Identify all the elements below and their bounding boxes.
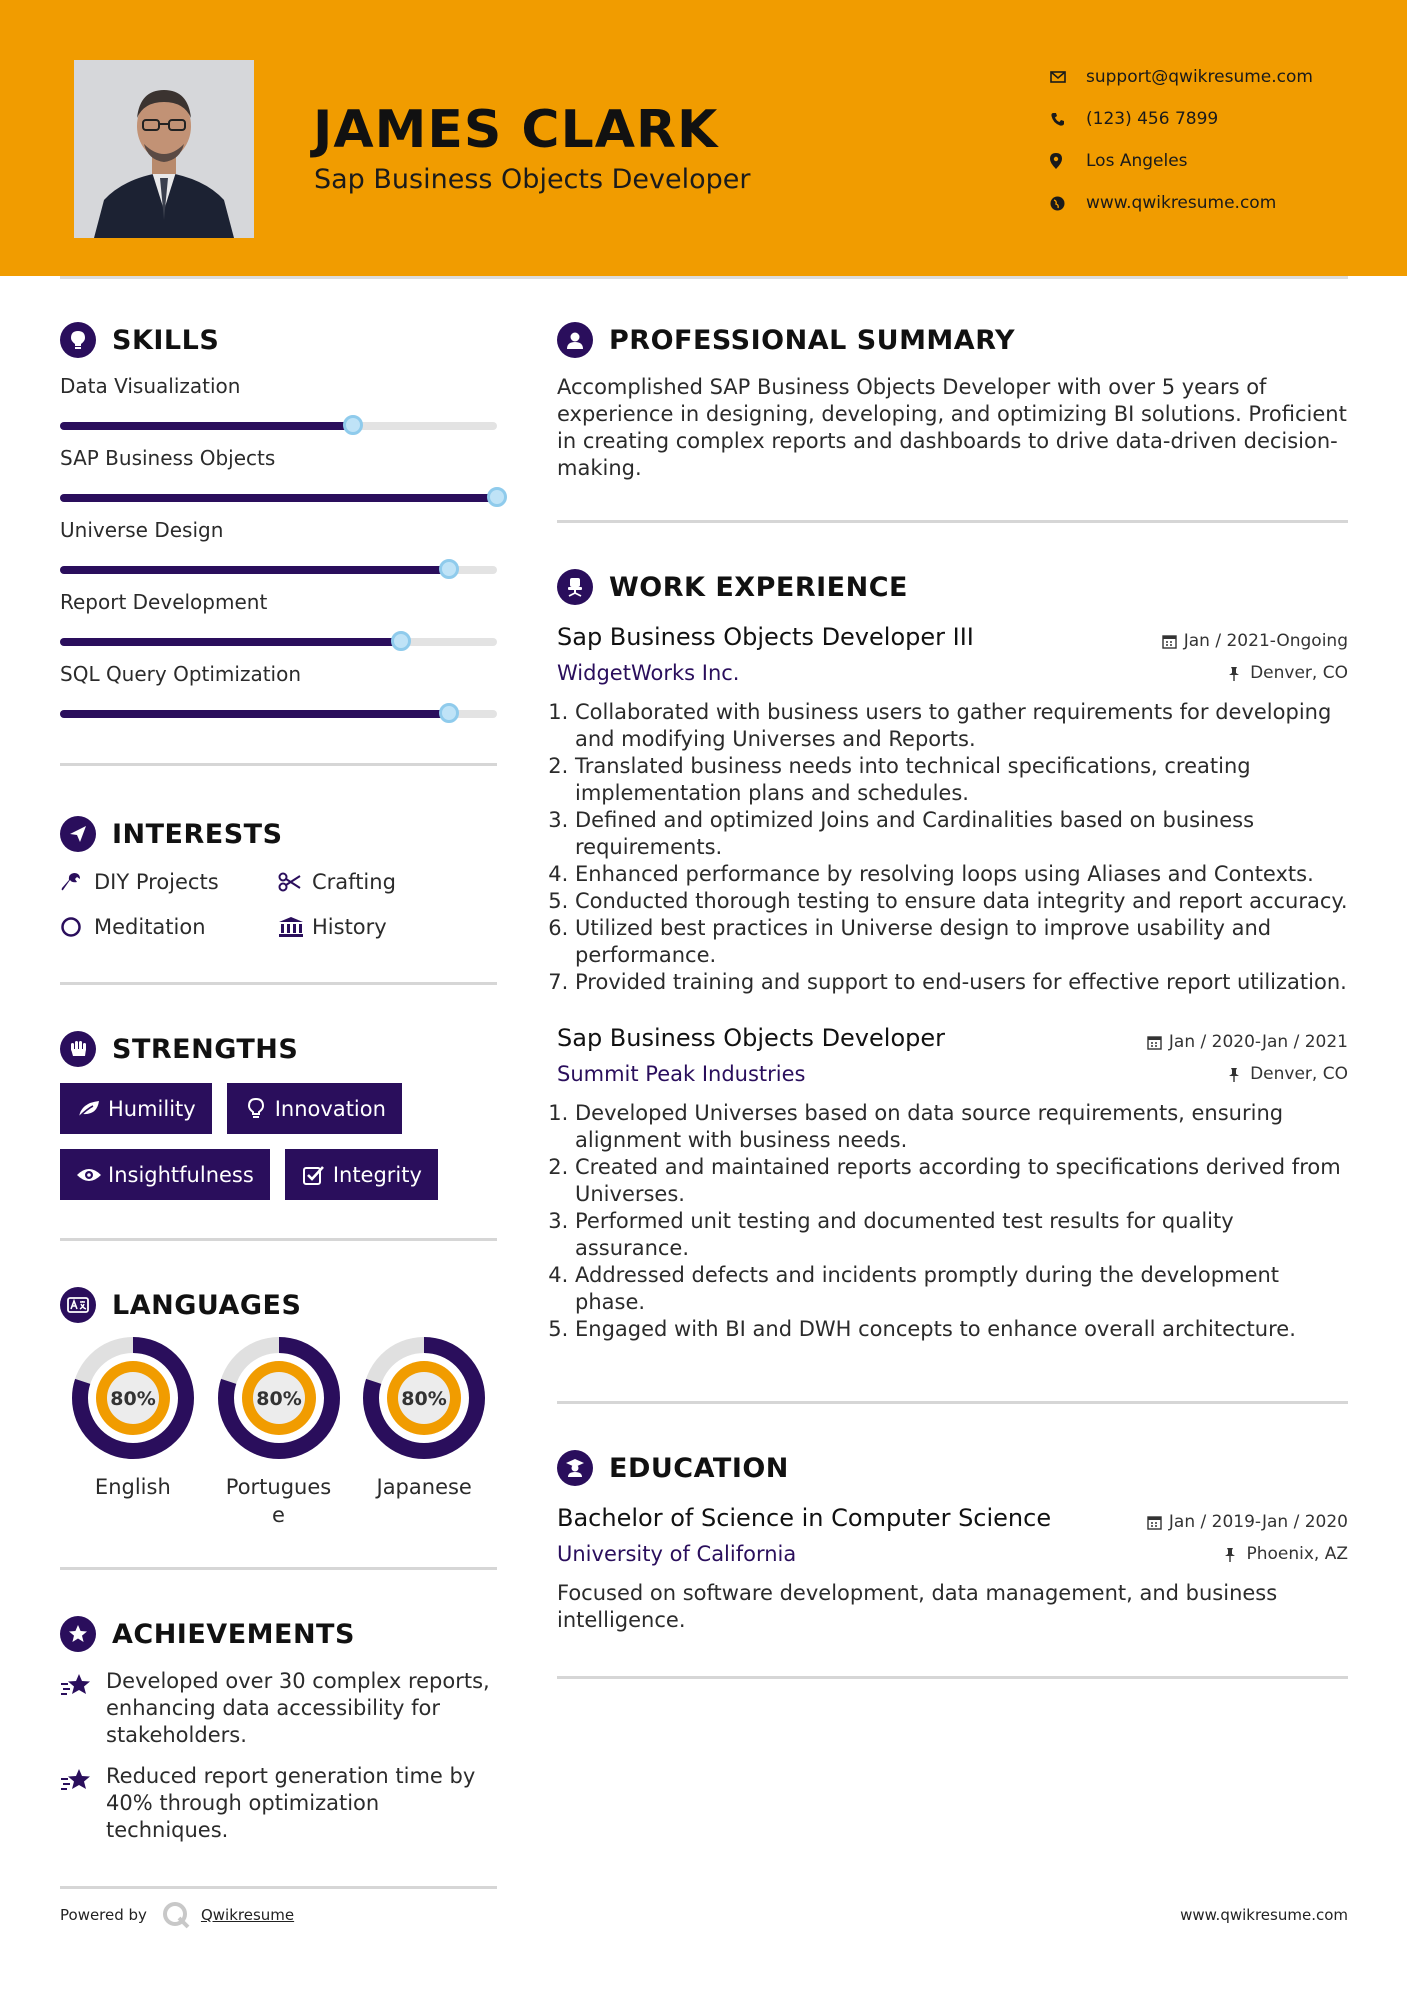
skill-bar	[60, 710, 497, 718]
contact-location	[1050, 140, 1380, 182]
language-donut	[363, 1337, 485, 1459]
job-title: Sap Business Objects Developer	[557, 1024, 945, 1052]
job-duties	[557, 699, 1348, 996]
pushpin-icon	[1228, 666, 1250, 681]
duty-item: 5. Engaged with BI and DWH concepts to enhance overall architecture.	[575, 1316, 1348, 1343]
language-item	[60, 1337, 206, 1529]
pushpin-icon	[1228, 1067, 1250, 1082]
languages-list	[60, 1337, 497, 1529]
skill-name: Data Visualization	[60, 374, 241, 398]
skill-name: SAP Business Objects	[60, 446, 276, 470]
contact-website	[1050, 182, 1380, 224]
language-name: English	[94, 1475, 171, 1499]
achievements-title: ACHIEVEMENTS	[112, 1618, 355, 1650]
office-chair-icon	[557, 569, 593, 605]
interests-heading	[60, 816, 497, 852]
skill-name: Universe Design	[60, 518, 224, 542]
section-divider	[60, 1886, 497, 1889]
qwikresume-link[interactable]: Qwikresume	[200, 1906, 295, 1924]
language-item	[351, 1337, 497, 1529]
achievements-heading	[60, 1616, 497, 1652]
skill-name: Report Development	[60, 590, 268, 614]
experience-heading	[557, 569, 1348, 605]
section-divider	[557, 1676, 1348, 1679]
interest-item	[60, 913, 278, 940]
calendar-icon	[1147, 1515, 1169, 1530]
duty-item: 3. Performed unit testing and documented test results for quality assurance.	[575, 1208, 1348, 1262]
skill-bar-fill	[60, 566, 449, 574]
skill-bar-knob	[391, 631, 411, 651]
qwikresume-logo-icon	[161, 1900, 191, 1930]
map-marker-icon	[1050, 150, 1086, 172]
contact-phone	[1050, 98, 1380, 140]
strength-label: Innovation	[274, 1096, 386, 1121]
education-header	[557, 1504, 1348, 1532]
duty-item: 5. Conducted thorough testing to ensure data integrity and report accuracy.	[575, 888, 1348, 915]
paper-plane-icon	[60, 816, 96, 852]
achievement-item	[60, 1668, 497, 1749]
education-location-text: Phoenix, AZ	[1246, 1544, 1348, 1564]
left-column	[60, 322, 497, 1889]
checkbox-icon	[295, 1165, 333, 1185]
job-date	[1147, 1032, 1348, 1052]
achievement-text: Developed over 30 complex reports, enhancing data accessibility for stakeholders.	[106, 1669, 490, 1747]
strength-chip	[60, 1149, 270, 1200]
user-icon	[557, 322, 593, 358]
powered-by-label: Powered by	[60, 1906, 147, 1924]
language-donut	[72, 1337, 194, 1459]
skill-item	[60, 518, 497, 574]
language-item	[206, 1337, 352, 1529]
job-subheader	[557, 661, 1348, 685]
section-divider	[60, 982, 497, 985]
duty-item: 2. Translated business needs into technical specifications, creating implementation plans and schedules.	[575, 753, 1348, 807]
duty-item: 1. Collaborated with business users to gather requirements for developing and modifying Universes and Reports.	[575, 699, 1348, 753]
language-name: Japanese	[376, 1475, 472, 1499]
contact-phone-text: (123) 456 7899	[1086, 109, 1219, 129]
languages-title: LANGUAGES	[112, 1289, 302, 1321]
skill-item	[60, 590, 497, 646]
language-donut	[218, 1337, 340, 1459]
education-entry	[557, 1504, 1348, 1634]
calendar-icon	[1162, 634, 1184, 649]
skills-title: SKILLS	[112, 324, 220, 356]
education-title: EDUCATION	[609, 1452, 789, 1484]
achievement-text: Reduced report generation time by 40% through optimization techniques.	[106, 1764, 476, 1842]
education-subheader	[557, 1542, 1348, 1566]
strengths-title: STRENGTHS	[112, 1033, 299, 1065]
section-divider	[557, 520, 1348, 523]
section-divider	[60, 1238, 497, 1241]
company-name: WidgetWorks Inc.	[557, 661, 740, 685]
interest-label: History	[312, 914, 387, 939]
shooting-star-icon	[60, 1668, 106, 1749]
strength-chip	[285, 1149, 438, 1200]
fist-icon	[60, 1031, 96, 1067]
resume-header	[0, 0, 1407, 276]
envelope-icon	[1050, 66, 1086, 88]
skill-bar-fill	[60, 422, 353, 430]
calendar-icon	[1147, 1035, 1169, 1050]
summary-heading	[557, 322, 1348, 358]
wrench-icon	[60, 871, 94, 893]
skill-item	[60, 662, 497, 718]
contact-email	[1050, 56, 1380, 98]
summary-text: Accomplished SAP Business Objects Developer with over 5 years of experience in designing, developing, and optimizing BI solutions. Proficient in creating complex reports and dashboards to drive data-driven decision-making.	[557, 375, 1347, 480]
eye-icon	[70, 1167, 108, 1183]
skill-bar-fill	[60, 638, 401, 646]
job-header	[557, 623, 1348, 651]
interest-item	[60, 868, 278, 895]
skill-bar-fill	[60, 494, 497, 502]
job-duties	[557, 1100, 1348, 1343]
skill-bar	[60, 494, 497, 502]
strength-label: Humility	[108, 1096, 196, 1121]
pushpin-icon	[1224, 1547, 1246, 1562]
interest-item	[278, 913, 496, 940]
contact-location-text: Los Angeles	[1086, 151, 1188, 171]
degree-title: Bachelor of Science in Computer Science	[557, 1504, 1052, 1532]
job-location-text: Denver, CO	[1250, 1064, 1348, 1084]
profile-photo	[74, 60, 254, 238]
candidate-name: JAMES CLARK	[313, 100, 719, 160]
summary-title: PROFESSIONAL SUMMARY	[609, 324, 1016, 356]
interests-title: INTERESTS	[112, 818, 283, 850]
museum-icon	[278, 916, 312, 938]
contact-website-text[interactable]: www.qwikresume.com	[1086, 193, 1277, 213]
right-column	[557, 322, 1348, 1679]
language-percent: 80%	[255, 1388, 302, 1410]
skill-item	[60, 446, 497, 502]
job-entry	[557, 623, 1348, 996]
skill-item	[60, 374, 497, 430]
star-badge-icon	[60, 1616, 96, 1652]
education-heading	[557, 1450, 1348, 1486]
graduate-icon	[557, 1450, 593, 1486]
company-name: Summit Peak Industries	[557, 1062, 806, 1086]
duty-item: 7. Provided training and support to end-users for effective report utilization.	[575, 969, 1348, 996]
duty-item: 2. Created and maintained reports according to specifications derived from Universes.	[575, 1154, 1348, 1208]
education-location	[1224, 1544, 1348, 1564]
skill-bar-knob	[487, 487, 507, 507]
education-date-text: Jan / 2019-Jan / 2020	[1168, 1512, 1348, 1532]
candidate-role: Sap Business Objects Developer	[314, 164, 751, 195]
lightbulb-icon	[237, 1098, 275, 1120]
skill-bar-knob	[439, 559, 459, 579]
job-title: Sap Business Objects Developer III	[557, 623, 974, 651]
skill-bar-fill	[60, 710, 449, 718]
strength-chip	[227, 1083, 402, 1134]
language-icon	[60, 1287, 96, 1323]
section-divider	[60, 1567, 497, 1570]
interest-label: Meditation	[94, 914, 206, 939]
skill-bar-knob	[343, 415, 363, 435]
skill-bar	[60, 422, 497, 430]
section-divider	[557, 1401, 1348, 1404]
duty-item: 4. Addressed defects and incidents promptly during the development phase.	[575, 1262, 1348, 1316]
skills-list	[60, 374, 497, 718]
globe-icon	[1050, 192, 1086, 214]
strengths-heading	[60, 1031, 497, 1067]
footer-powered-by	[60, 1900, 294, 1930]
scissors-icon	[278, 872, 312, 892]
skill-bar	[60, 638, 497, 646]
header-divider	[60, 276, 1348, 279]
language-percent: 80%	[110, 1388, 156, 1410]
interests-list	[60, 868, 497, 940]
shooting-star-icon	[60, 1763, 106, 1844]
duty-item: 1. Developed Universes based on data source requirements, ensuring alignment with business needs.	[575, 1100, 1348, 1154]
school-name: University of California	[557, 1542, 797, 1566]
skills-heading	[60, 322, 497, 358]
duty-item: 4. Enhanced performance by resolving loops using Aliases and Contexts.	[575, 861, 1348, 888]
job-date	[1162, 631, 1348, 651]
job-entry	[557, 1024, 1348, 1343]
footer-site[interactable]: www.qwikresume.com	[1180, 1906, 1348, 1924]
skill-bar-knob	[439, 703, 459, 723]
leaf-icon	[70, 1099, 108, 1119]
strength-label: Integrity	[332, 1162, 422, 1187]
languages-heading	[60, 1287, 497, 1323]
section-divider	[60, 763, 497, 766]
skill-name: SQL Query Optimization	[60, 662, 302, 686]
strengths-list	[60, 1083, 497, 1200]
contact-list	[1050, 56, 1380, 224]
education-date	[1147, 1512, 1348, 1532]
language-name: Portuguese	[225, 1475, 332, 1527]
duty-item: 3. Defined and optimized Joins and Cardinalities based on business requirements.	[575, 807, 1348, 861]
interest-label: DIY Projects	[94, 869, 219, 894]
job-date-text: Jan / 2020-Jan / 2021	[1168, 1032, 1348, 1052]
skill-bar	[60, 566, 497, 574]
achievement-item	[60, 1763, 497, 1844]
interest-label: Crafting	[312, 869, 396, 894]
circle-icon	[60, 916, 94, 938]
strength-label: Insightfulness	[108, 1162, 254, 1187]
job-date-text: Jan / 2021-Ongoing	[1183, 631, 1348, 651]
job-header	[557, 1024, 1348, 1052]
job-subheader	[557, 1062, 1348, 1086]
strength-chip	[60, 1083, 212, 1134]
job-location-text: Denver, CO	[1250, 663, 1348, 683]
phone-icon	[1050, 108, 1086, 130]
language-percent: 80%	[401, 1388, 447, 1410]
contact-email-text[interactable]: support@qwikresume.com	[1086, 67, 1313, 87]
education-description: Focused on software development, data management, and business intelligence.	[557, 1581, 1278, 1632]
experience-title: WORK EXPERIENCE	[609, 571, 908, 603]
duty-item: 6. Utilized best practices in Universe design to improve usability and performance.	[575, 915, 1348, 969]
job-location	[1228, 663, 1348, 683]
job-location	[1228, 1064, 1348, 1084]
lightbulb-icon	[60, 322, 96, 358]
interest-item	[278, 868, 496, 895]
